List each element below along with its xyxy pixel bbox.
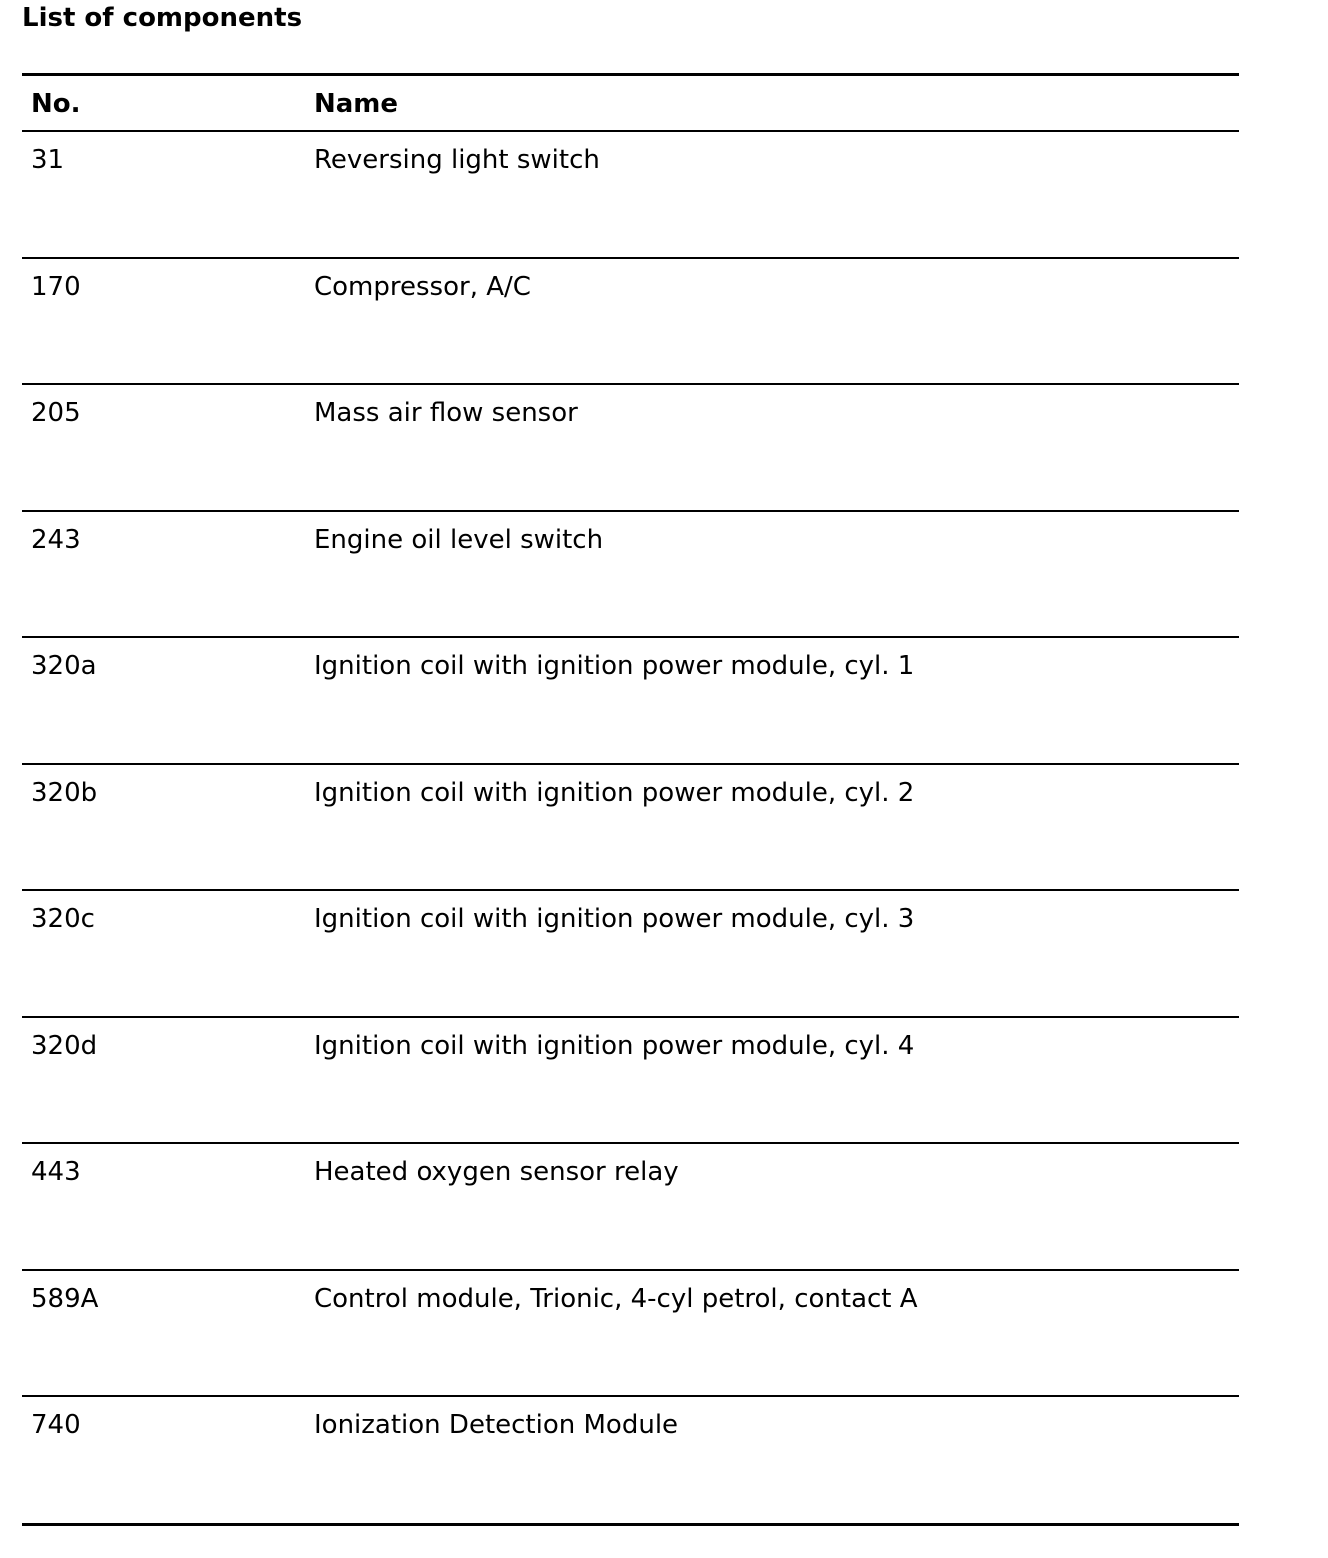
component-name: Control module, Trionic, 4-cyl petrol, contact A [314, 1283, 918, 1314]
component-name: Ignition coil with ignition power module, cyl. 1 [314, 651, 915, 681]
column-header-name: Name [314, 89, 399, 119]
component-name: Ionization Detection Module [314, 1410, 679, 1440]
component-number: 31 [31, 145, 65, 175]
component-name: Heated oxygen sensor relay [314, 1157, 679, 1187]
table-row [22, 385, 1239, 512]
table-row [22, 638, 1239, 765]
table-row [22, 1271, 1239, 1398]
table-row [22, 132, 1239, 259]
table-row [22, 1144, 1239, 1271]
component-name: Ignition coil with ignition power module, cyl. 2 [314, 777, 915, 808]
component-number: 320c [31, 904, 95, 934]
component-number: 320d [31, 1030, 98, 1061]
component-number: 740 [31, 1410, 81, 1440]
table-row [22, 765, 1239, 892]
component-number: 320a [31, 651, 97, 681]
table-row [22, 1397, 1239, 1523]
component-name: Engine oil level switch [314, 524, 604, 555]
component-number: 243 [31, 524, 81, 555]
component-name: Reversing light switch [314, 145, 600, 175]
page-title: List of components [22, 3, 303, 33]
table-row [22, 512, 1239, 639]
column-header-no: No. [31, 89, 81, 119]
component-name: Ignition coil with ignition power module, cyl. 3 [314, 904, 915, 934]
component-name: Ignition coil with ignition power module, cyl. 4 [314, 1030, 915, 1061]
component-number: 443 [31, 1157, 81, 1187]
component-name: Compressor, A/C [314, 271, 531, 302]
component-number: 205 [31, 398, 81, 428]
components-table [22, 73, 1239, 1526]
component-name: Mass air flow sensor [314, 398, 578, 428]
component-number: 589A [31, 1283, 99, 1314]
component-number: 170 [31, 271, 81, 302]
table-header-row [22, 76, 1239, 132]
component-number: 320b [31, 777, 98, 808]
table-row [22, 1018, 1239, 1145]
table-row [22, 891, 1239, 1018]
table-row [22, 259, 1239, 386]
